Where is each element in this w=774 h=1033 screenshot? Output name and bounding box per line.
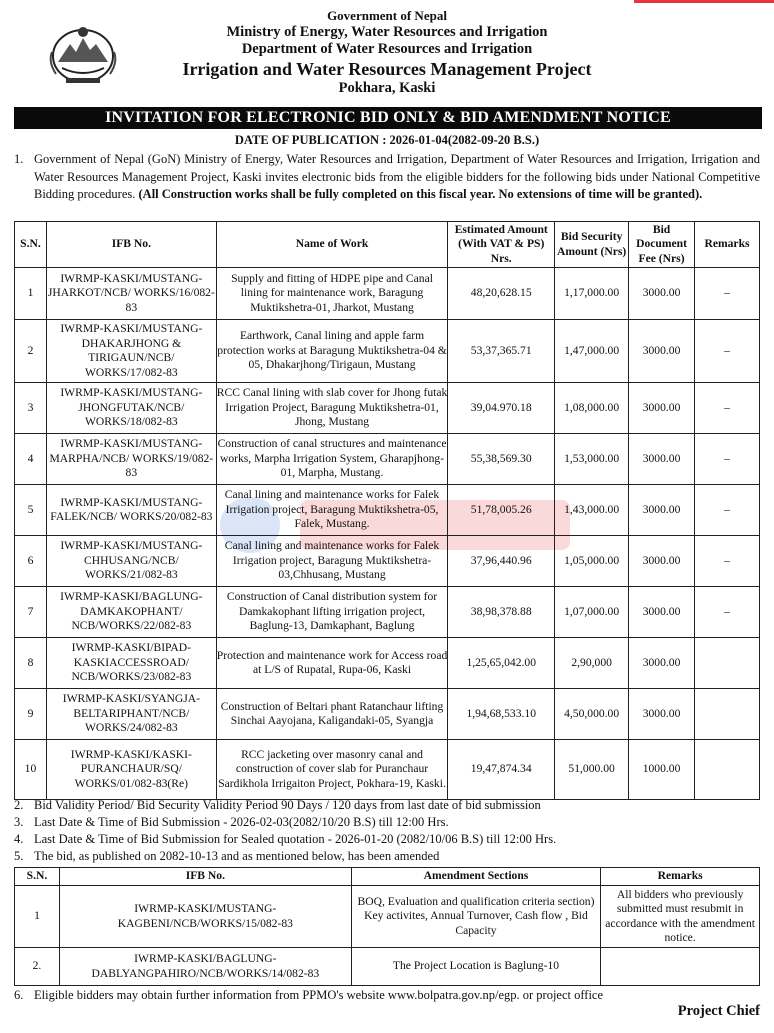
security-cell: 1,05,000.00 <box>555 536 629 587</box>
document-header <box>0 8 774 104</box>
remarks-cell <box>695 638 760 689</box>
note-text: Last Date & Time of Bid Submission for Sealed quotation - 2026-01-20 (2082/10/06 B.S) till 12:00 Hrs. <box>34 832 557 846</box>
amount-cell: 38,98,378.88 <box>448 587 555 638</box>
fee-cell: 3000.00 <box>629 383 695 434</box>
notice-banner: INVITATION FOR ELECTRONIC BID ONLY & BID AMENDMENT NOTICE <box>14 107 762 129</box>
note-number: 5. <box>14 849 24 863</box>
security-cell: 1,08,000.00 <box>555 383 629 434</box>
table-row <box>15 948 760 986</box>
amend-col-section: Amendment Sections <box>351 868 601 886</box>
remarks-cell <box>695 689 760 740</box>
ifb-cell: IWRMP-KASKI/MUSTANG-JHONGFUTAK/NCB/ WORKS/18/082-83 <box>46 383 216 434</box>
project-name: Irrigation and Water Resources Management Project <box>182 59 592 79</box>
signature-title: Project Chief <box>677 1003 760 1019</box>
col-amount: Estimated Amount (With VAT & PS) Nrs. <box>448 222 555 268</box>
amendment-table <box>14 867 760 986</box>
amend-remarks-cell: All bidders who previously submitted must resubmit in accordance with the amendment notice. <box>601 886 760 948</box>
fee-cell: 1000.00 <box>629 740 695 800</box>
table-row <box>15 740 760 800</box>
security-cell: 51,000.00 <box>555 740 629 800</box>
work-cell: Canal lining and maintenance works for Falek Irrigation project, Baragung Muktikshetra-03,Chhusang, Mustang <box>216 536 448 587</box>
work-cell: RCC Canal lining with slab cover for Jhong futak Irrigation Project, Baragung Muktikshetra-01, Jhong, Mustang <box>216 383 448 434</box>
top-accent-line <box>634 0 774 3</box>
intro-text <box>14 151 760 204</box>
intro-body: Government of Nepal (GoN) Ministry of Energy, Water Resources and Irrigation, Department of Water Resources and Irrigation, Irrigation and Water Resources Management Project, Kaski invites electronic bids from the eligible bidders for the following bids under National Competitive Bidding procedures. <box>34 152 760 201</box>
note-number: 4. <box>14 832 24 846</box>
sn-cell: 7 <box>15 587 47 638</box>
table-row <box>15 689 760 740</box>
amount-cell: 48,20,628.15 <box>448 268 555 320</box>
remarks-cell: – <box>695 485 760 536</box>
sn-cell: 3 <box>15 383 47 434</box>
amend-section-cell: The Project Location is Baglung-10 <box>351 948 601 986</box>
bids-header-row <box>15 222 760 268</box>
amend-col-remarks: Remarks <box>601 868 760 886</box>
security-cell: 1,53,000.00 <box>555 434 629 485</box>
security-cell: 1,43,000.00 <box>555 485 629 536</box>
note-text: Last Date & Time of Bid Submission - 2026-02-03(2082/10/20 B.S) till 12:00 Hrs. <box>34 815 449 829</box>
publication-date: DATE OF PUBLICATION : 2026-01-04(2082-09-20 B.S.) <box>234 133 540 147</box>
note-2 <box>14 797 541 813</box>
note-text: Bid Validity Period/ Bid Security Validity Period 90 Days / 120 days from last date of bid submission <box>34 798 541 812</box>
amend-col-ifb: IFB No. <box>59 868 351 886</box>
security-cell: 2,90,000 <box>555 638 629 689</box>
header-text <box>0 8 774 97</box>
sn-cell: 8 <box>15 638 47 689</box>
amend-remarks-cell <box>601 948 760 986</box>
intro-bold: (All Construction works shall be fully completed on this fiscal year. No extensions of time will be granted). <box>138 187 703 201</box>
fee-cell: 3000.00 <box>629 536 695 587</box>
amount-cell: 39,04.970.18 <box>448 383 555 434</box>
work-cell: Protection and maintenance work for Access road at L/S of Rupatal, Rupa-06, Kaski <box>216 638 448 689</box>
note-6 <box>14 987 603 1003</box>
sn-cell: 6 <box>15 536 47 587</box>
fee-cell: 3000.00 <box>629 638 695 689</box>
ifb-cell: IWRMP-KASKI/SYANGJA-BELTARIPHANT/NCB/ WORKS/24/082-83 <box>46 689 216 740</box>
amount-cell: 55,38,569.30 <box>448 434 555 485</box>
ministry-name: Ministry of Energy, Water Resources and Irrigation <box>226 24 548 40</box>
work-cell: Earthwork, Canal lining and apple farm protection works at Baragung Muktikshetra-04 & 05, Dhakarjhong/Tirigaun, Mustang <box>216 320 448 383</box>
work-cell: Construction of canal structures and maintenance works, Marpha Irrigation System, Gharapjhong-01, Marpha, Mustang. <box>216 434 448 485</box>
col-remarks: Remarks <box>695 222 760 268</box>
fee-cell: 3000.00 <box>629 434 695 485</box>
security-cell: 1,47,000.00 <box>555 320 629 383</box>
note-4 <box>14 831 556 847</box>
amend-section-cell: BOQ, Evaluation and qualification criteria section) Key activites, Annual Turnover, Cash flow , Bid Capacity <box>351 886 601 948</box>
ifb-cell: IWRMP-KASKI/MUSTANG-FALEK/NCB/ WORKS/20/082-83 <box>46 485 216 536</box>
location: Pokhara, Kaski <box>338 80 436 96</box>
work-cell: Supply and fitting of HDPE pipe and Canal lining for maintenance work, Baragung Muktikshetra-01, Jharkot, Mustang <box>216 268 448 320</box>
note-3 <box>14 814 449 830</box>
ifb-cell: IWRMP-KASKI/BIPAD-KASKIACCESSROAD/ NCB/WORKS/23/082-83 <box>46 638 216 689</box>
fee-cell: 3000.00 <box>629 268 695 320</box>
ifb-cell: IWRMP-KASKI/KASKI-PURANCHAUR/SQ/ WORKS/01/082-83(Re) <box>46 740 216 800</box>
note-text: The bid, as published on 2082-10-13 and as mentioned below, has been amended <box>34 849 440 863</box>
amount-cell: 1,94,68,533.10 <box>448 689 555 740</box>
security-cell: 4,50,000.00 <box>555 689 629 740</box>
note-5 <box>14 848 439 864</box>
remarks-cell: – <box>695 587 760 638</box>
fee-cell: 3000.00 <box>629 320 695 383</box>
table-row <box>15 886 760 948</box>
work-cell: Construction of Canal distribution system for Damkakophant lifting irrigation project, Baglung-13, Damkaphant, Baglung <box>216 587 448 638</box>
table-row <box>15 268 760 320</box>
col-ifb: IFB No. <box>46 222 216 268</box>
amount-cell: 1,25,65,042.00 <box>448 638 555 689</box>
table-row <box>15 638 760 689</box>
fee-cell: 3000.00 <box>629 587 695 638</box>
col-work: Name of Work <box>216 222 448 268</box>
col-security: Bid Security Amount (Nrs) <box>555 222 629 268</box>
table-row <box>15 587 760 638</box>
amend-header-row <box>15 868 760 886</box>
remarks-cell <box>695 740 760 800</box>
intro-paragraph <box>14 151 760 204</box>
remarks-cell: – <box>695 536 760 587</box>
amend-col-sn: S.N. <box>15 868 60 886</box>
intro-number: 1. <box>14 152 24 166</box>
remarks-cell: – <box>695 383 760 434</box>
table-row <box>15 536 760 587</box>
amount-cell: 51,78,005.26 <box>448 485 555 536</box>
remarks-cell: – <box>695 268 760 320</box>
amend-ifb-cell: IWRMP-KASKI/MUSTANG-KAGBENI/NCB/WORKS/15/082-83 <box>59 886 351 948</box>
work-cell: RCC jacketing over masonry canal and construction of cover slab for Puranchaur Sardikhola Irrigaiton Project, Pokhara-19, Kaski. <box>216 740 448 800</box>
security-cell: 1,17,000.00 <box>555 268 629 320</box>
sn-cell: 9 <box>15 689 47 740</box>
remarks-cell: – <box>695 434 760 485</box>
col-sn: S.N. <box>15 222 47 268</box>
sn-cell: 1 <box>15 268 47 320</box>
amount-cell: 19,47,874.34 <box>448 740 555 800</box>
note-number: 3. <box>14 815 24 829</box>
fee-cell: 3000.00 <box>629 485 695 536</box>
col-fee: Bid Document Fee (Nrs) <box>629 222 695 268</box>
sn-cell: 5 <box>15 485 47 536</box>
work-cell: Canal lining and maintenance works for Falek Irrigation project, Baragung Muktikshetra-05, Falek, Mustang. <box>216 485 448 536</box>
table-row <box>15 434 760 485</box>
gov-name: Government of Nepal <box>327 8 447 23</box>
bids-table <box>14 221 760 800</box>
table-row <box>15 320 760 383</box>
sn-cell: 4 <box>15 434 47 485</box>
security-cell: 1,07,000.00 <box>555 587 629 638</box>
amend-sn-cell: 1 <box>15 886 60 948</box>
ifb-cell: IWRMP-KASKI/MUSTANG-JHARKOT/NCB/ WORKS/16/082-83 <box>46 268 216 320</box>
note-number: 2. <box>14 798 24 812</box>
sn-cell: 10 <box>15 740 47 800</box>
fee-cell: 3000.00 <box>629 689 695 740</box>
remarks-cell: – <box>695 320 760 383</box>
amount-cell: 53,37,365.71 <box>448 320 555 383</box>
table-row <box>15 383 760 434</box>
table-row <box>15 485 760 536</box>
ifb-cell: IWRMP-KASKI/MUSTANG-CHHUSANG/NCB/ WORKS/21/082-83 <box>46 536 216 587</box>
amend-ifb-cell: IWRMP-KASKI/BAGLUNG-DABLYANGPAHIRO/NCB/WORKS/14/082-83 <box>59 948 351 986</box>
amount-cell: 37,96,440.96 <box>448 536 555 587</box>
ifb-cell: IWRMP-KASKI/BAGLUNG-DAMKAKOPHANT/ NCB/WORKS/22/082-83 <box>46 587 216 638</box>
department-name: Department of Water Resources and Irrigation <box>241 41 533 57</box>
amend-sn-cell: 2. <box>15 948 60 986</box>
note-number: 6. <box>14 988 24 1002</box>
ifb-cell: IWRMP-KASKI/MUSTANG-MARPHA/NCB/ WORKS/19/082-83 <box>46 434 216 485</box>
work-cell: Construction of Beltari phant Ratanchaur lifting Sinchai Aayojana, Kaligandaki-05, Syangja <box>216 689 448 740</box>
sn-cell: 2 <box>15 320 47 383</box>
note-text: Eligible bidders may obtain further information from PPMO's website www.bolpatra.gov.np/egp. or project office <box>34 988 604 1002</box>
ifb-cell: IWRMP-KASKI/MUSTANG-DHAKARJHONG & TIRIGAUN/NCB/ WORKS/17/082-83 <box>46 320 216 383</box>
